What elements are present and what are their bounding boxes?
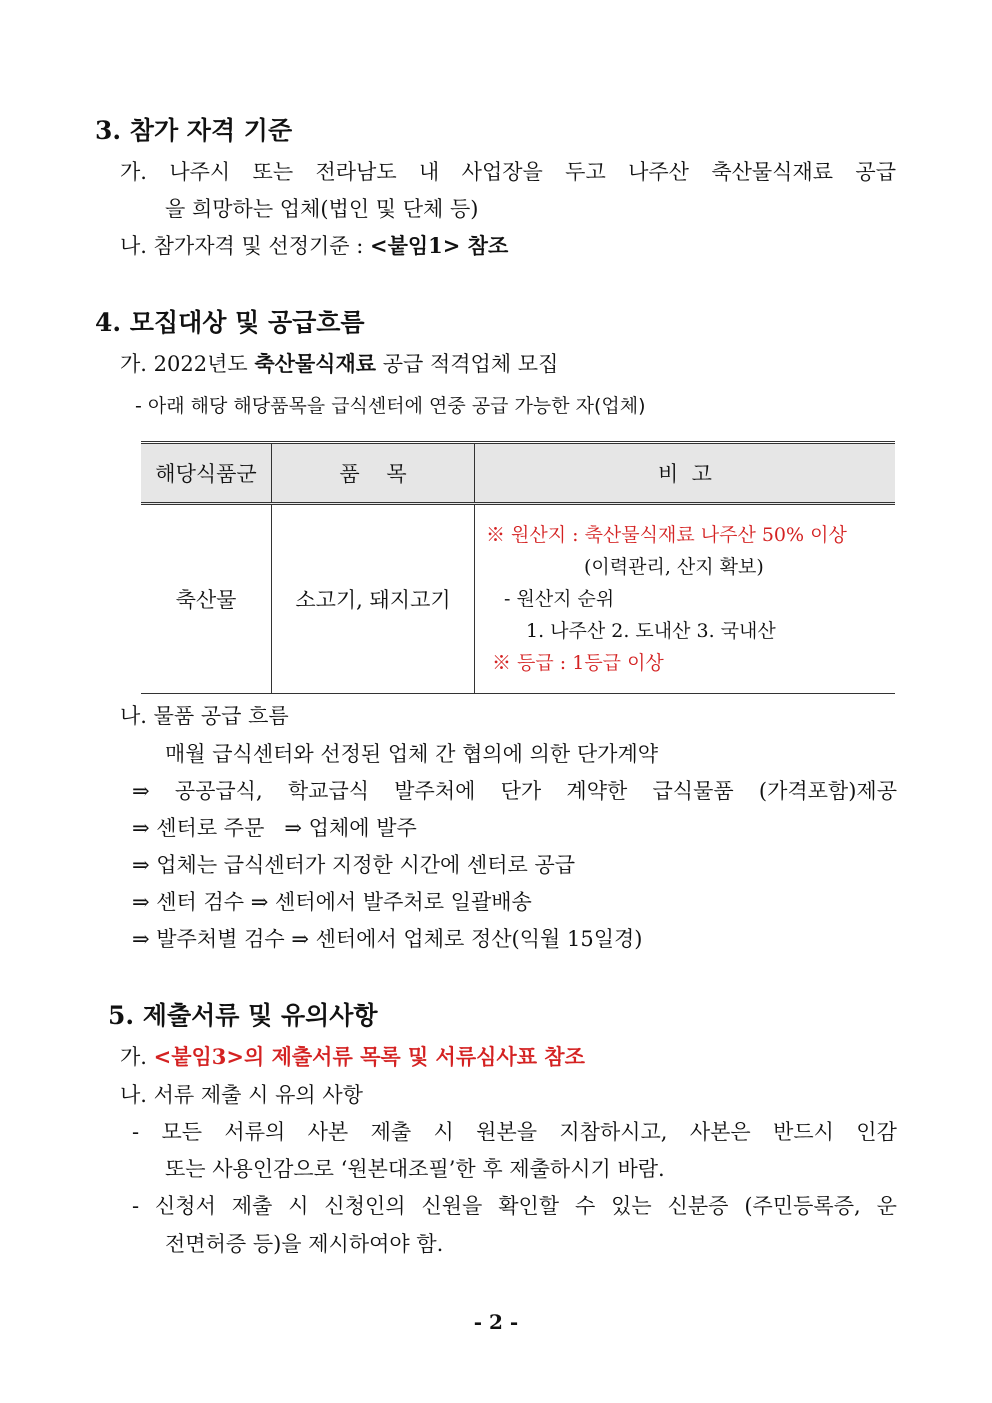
group-cell: 축산물 — [141, 504, 272, 694]
flow-line-2: ⇒ 센터로 주문 ⇒ 업체에 발주 — [132, 816, 417, 840]
word: 나주시 — [169, 160, 231, 184]
sec3-na-prefix: 나. 참가자격 및 선정기준 : — [120, 234, 370, 258]
page-number: - 2 - — [473, 1310, 519, 1334]
supply-table — [141, 441, 895, 694]
word: 나주산 — [628, 160, 689, 184]
sec5-ga-line — [120, 1043, 585, 1071]
section-4-heading: 4. 모집대상 및 공급흐름 — [95, 308, 365, 337]
word: 서류의 — [224, 1120, 286, 1144]
word: 신분증 — [667, 1194, 729, 1218]
word: ⇒ — [132, 779, 150, 803]
word: 급식물품 — [652, 779, 734, 803]
word: 전라남도 — [315, 160, 397, 184]
word: 발주처에 — [394, 779, 476, 803]
sec5-ga-red: <붙임3>의 제출서류 목록 및 서류심사표 참조 — [153, 1044, 585, 1069]
sec3-ga-line — [120, 158, 896, 186]
word: 모든 — [161, 1120, 203, 1144]
section-5-heading: 5. 제출서류 및 유의사항 — [108, 1001, 378, 1030]
sec4-ga-line — [120, 350, 558, 378]
word: 사업장을 — [461, 160, 543, 184]
sec4-ga-prefix: 가. 2022년도 — [120, 352, 255, 376]
sec3-na-line — [120, 232, 508, 260]
word: 사본은 — [689, 1120, 751, 1144]
table-header-cell: 해당식품군 — [141, 443, 272, 504]
sec4-ga-suffix: 공급 적격업체 모집 — [376, 352, 559, 376]
table-header-cell: 비 고 — [475, 443, 896, 504]
word: 시 — [433, 1120, 454, 1144]
word: 신청인의 — [324, 1194, 406, 1218]
sec5-dash-1-cont: 또는 사용인감으로 ‘원본대조필’한 후 제출하시기 바람. — [165, 1157, 665, 1181]
sec4-na-line: 나. 물품 공급 흐름 — [120, 704, 289, 728]
flow-line-3: ⇒ 업체는 급식센터가 지정한 시간에 센터로 공급 — [132, 853, 576, 877]
sec3-na-bold: <붙임1> 참조 — [370, 233, 509, 258]
sec5-ga-prefix: 가. — [120, 1045, 154, 1069]
word: - — [132, 1194, 140, 1218]
flow-line-4: ⇒ 센터 검수 ⇒ 센터에서 발주처로 일괄배송 — [132, 890, 532, 914]
sec4-dash-line: - 아래 해당 해당품목을 급식센터에 연중 공급 가능한 자(업체) — [135, 395, 646, 417]
word: 단가 — [500, 779, 542, 803]
word: 가. — [120, 160, 147, 184]
word: 공급 — [855, 160, 896, 184]
remark-grade: ※ 등급 : 1등급 이상 — [492, 652, 664, 674]
table-header-row — [141, 443, 895, 504]
remark-origin: ※ 원산지 : 축산물식재료 나주산 50% 이상 — [486, 524, 847, 546]
sec5-dash-2 — [132, 1192, 897, 1220]
flow-line-1 — [132, 777, 897, 805]
word: 시 — [288, 1194, 309, 1218]
table-row — [141, 504, 895, 694]
section-3-heading: 3. 참가 자격 기준 — [95, 116, 293, 145]
word: - — [132, 1120, 140, 1144]
sec3-ga-continuation: 을 희망하는 업체(법인 및 단체 등) — [165, 197, 479, 221]
word: 인감 — [856, 1120, 897, 1144]
word: 확인할 — [498, 1194, 560, 1218]
sec5-na-line: 나. 서류 제출 시 유의 사항 — [120, 1083, 363, 1107]
word: 사본 — [307, 1120, 349, 1144]
sec5-dash-1 — [132, 1118, 897, 1146]
sec4-na-detail: 매월 급식센터와 선정된 업체 간 협의에 의한 단가계약 — [165, 742, 659, 766]
word: 또는 — [252, 160, 294, 184]
word: 원본을 — [476, 1120, 538, 1144]
sec4-ga-bold: 축산물식재료 — [254, 351, 377, 376]
word: 있는 — [611, 1194, 652, 1218]
word: 제출 — [231, 1194, 273, 1218]
word: 공공급식, — [174, 779, 263, 803]
remark-priority-title: - 원산지 순위 — [504, 588, 615, 610]
remark-cell — [475, 504, 896, 694]
items-cell: 소고기, 돼지고기 — [272, 504, 475, 694]
word: (가격포함)제공 — [758, 779, 897, 803]
word: (주민등록증, — [744, 1194, 861, 1218]
word: 내 — [419, 160, 440, 184]
word: 신청서 — [155, 1194, 216, 1218]
remark-origin-note: (이력관리, 산지 확보) — [584, 556, 764, 578]
sec5-dash-2-cont: 전면허증 등)을 제시하여야 함. — [165, 1232, 444, 1256]
table-header-cell: 품 목 — [272, 443, 475, 504]
flow-line-5: ⇒ 발주처별 검수 ⇒ 센터에서 업체로 정산(익월 15일경) — [132, 927, 643, 951]
word: 두고 — [565, 160, 606, 184]
word: 학교급식 — [287, 779, 370, 803]
word: 운 — [876, 1194, 897, 1218]
remark-priority-list: 1. 나주산 2. 도내산 3. 국내산 — [526, 620, 776, 642]
word: 수 — [574, 1194, 596, 1218]
word: 계약한 — [566, 779, 628, 803]
word: 제출 — [370, 1120, 412, 1144]
word: 지참하시고, — [559, 1120, 668, 1144]
word: 반드시 — [773, 1120, 834, 1144]
word: 신원을 — [421, 1194, 483, 1218]
word: 축산물식재료 — [711, 160, 834, 184]
